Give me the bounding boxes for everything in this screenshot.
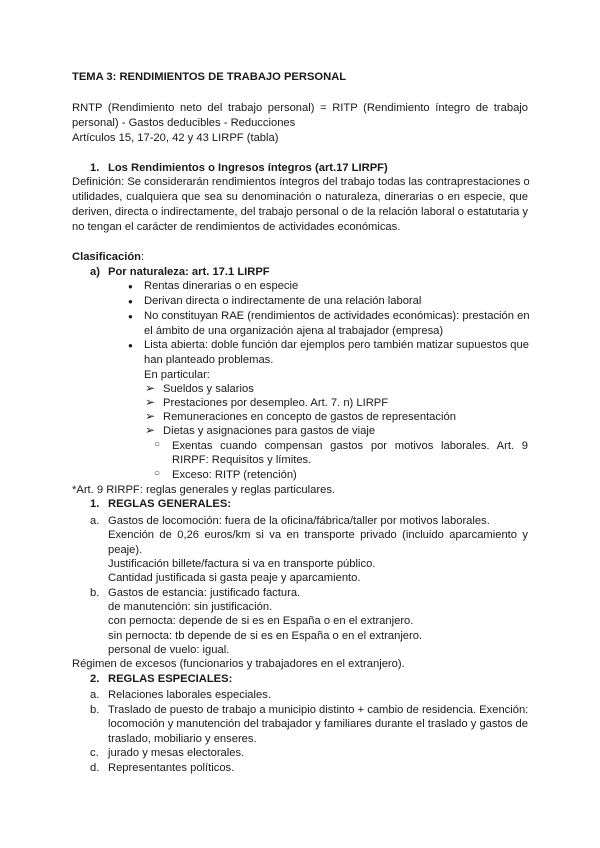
bullet-icon: ● [128,341,133,350]
regimen-excesos: Régimen de excesos (funcionarios y trabajadores en el extranjero). [72,658,405,670]
document-title: TEMA 3: RENDIMIENTOS DE TRABAJO PERSONAL [72,71,347,83]
en-particular-label: En particular: [144,369,210,381]
rg-a-line-3: peaje). [108,544,143,556]
sub-a-heading: Por naturaleza: art. 17.1 LIRPF [108,266,270,278]
arrow-bullet-icon: ➢ [145,381,156,395]
section-1-number: 1. [90,162,100,174]
re-b-line-3: traslado, mobiliario y enseres. [108,733,257,745]
clasificacion-text: Clasificación [72,251,142,263]
arrow-bullet-icon: ➢ [145,409,156,423]
rg-a-marker: a. [90,515,100,527]
rg-b-line-1: Gastos de estancia: justificado factura. [108,587,301,599]
rg-b-marker: b. [90,587,100,599]
bullet-item-1: Rentas dinerarias o en especie [144,280,299,292]
rg-b-line-2: de manutención: sin justificación. [108,601,273,613]
re-b-line-1: Traslado de puesto de trabajo a municipio distinto + cambio de residencia. Exención: [108,704,529,716]
circle-item-1-line-1: Exentas cuando compensan gastos por motivos laborales. Art. 9 [172,440,528,452]
bullet-icon: ● [128,312,133,321]
re-a-text: Relaciones laborales especiales. [108,689,271,701]
reglas-especiales-number: 2. [90,673,100,685]
definition-line-4: no tengan el carácter de rendimientos de actividades económicas. [72,221,401,233]
rg-b-line-4: sin pernocta: tb depende de si es en España o en el extranjero. [108,630,423,642]
bullet-item-3-line-1: No constituyan RAE (rendimientos de actividades económicas): prestación en [144,310,530,322]
rg-b-line-5: personal de vuelo: igual. [108,644,230,656]
definition-line-3: deriven, directa o indirectamente, del trabajo personal o de la relación laboral o estatutaria y [72,206,528,218]
circle-bullet-icon: ○ [154,439,161,450]
intro-formula-line-1 [72,101,528,116]
circle-item-1-line-2: RIRPF: Requisitos y límites. [172,454,312,466]
rg-a-line-4: Justificación billete/factura si va en transporte público. [108,558,376,570]
reglas-especiales-heading: REGLAS ESPECIALES: [108,673,233,685]
arrow-item-3: Remuneraciones en concepto de gastos de representación [163,411,456,423]
circle-bullet-icon: ○ [154,468,161,479]
rg-a-line-2: Exención de 0,26 euros/km si va en transporte privado (incluido aparcamiento y [108,529,528,541]
re-a-marker: a. [90,689,100,701]
bullet-item-4-line-2: han planteado problemas. [144,354,274,366]
intro-text: RNTP (Rendimiento neto del trabajo personal) = RITP (Rendimiento íntegro de trabajo [72,102,528,114]
re-b-line-2: locomoción y manutención del trabajador y familiares durante el traslado y gastos de [108,718,528,730]
intro-formula-line-2: personal) - Gastos deducibles - Reducciones [72,117,296,129]
arrow-item-1: Sueldos y salarios [163,383,254,395]
circle-item-2: Exceso: RITP (retención) [172,469,297,481]
rg-a-line-5: Cantidad justificada si gasta peaje y aparcamiento. [108,572,361,584]
reglas-generales-number: 1. [90,498,100,510]
clasificacion-colon: : [141,251,145,263]
re-c-text: jurado y mesas electorales. [108,747,245,759]
bullet-item-4-line-1: Lista abierta: doble función dar ejemplos pero también matizar supuestos que [144,339,529,351]
rg-b-line-3: con pernocta: depende de si es en España o en el extranjero. [108,615,414,627]
re-d-marker: d. [90,762,100,774]
bullet-icon: ● [128,282,133,291]
rg-a-line-1: Gastos de locomoción: fuera de la oficina/fábrica/taller por motivos laborales. [108,515,490,527]
section-1-heading: Los Rendimientos o Ingresos íntegros (art.17 LIRPF) [108,162,388,174]
arrow-bullet-icon: ➢ [145,423,156,437]
note-art-9: *Art. 9 RIRPF: reglas generales y reglas particulares. [72,484,336,496]
definition-line-1: Definición: Se considerarán rendimientos íntegros del trabajo todas las contraprestaciones o [72,176,530,188]
reglas-generales-heading: REGLAS GENERALES: [108,498,232,510]
bullet-icon: ● [128,297,133,306]
bullet-item-3-line-2: el ámbito de una organización ajena al trabajador (empresa) [144,325,444,337]
clasificacion-label [72,250,144,265]
sub-a-marker: a) [90,266,100,278]
arrow-item-4: Dietas y asignaciones para gastos de viaje [163,425,376,437]
arrow-bullet-icon: ➢ [145,395,156,409]
definition-line-2: utilidades, cualquiera que sea su denominación o naturaleza, dinerarias o en especie, que [72,191,528,203]
bullet-item-2: Derivan directa o indirectamente de una relación laboral [144,295,422,307]
arrow-item-2: Prestaciones por desempleo. Art. 7. n) LIRPF [163,397,389,409]
re-d-text: Representantes políticos. [108,762,235,774]
intro-articles: Artículos 15, 17-20, 42 y 43 LIRPF (tabla) [72,132,279,144]
re-b-marker: b. [90,704,100,716]
re-c-marker: c. [90,747,99,759]
